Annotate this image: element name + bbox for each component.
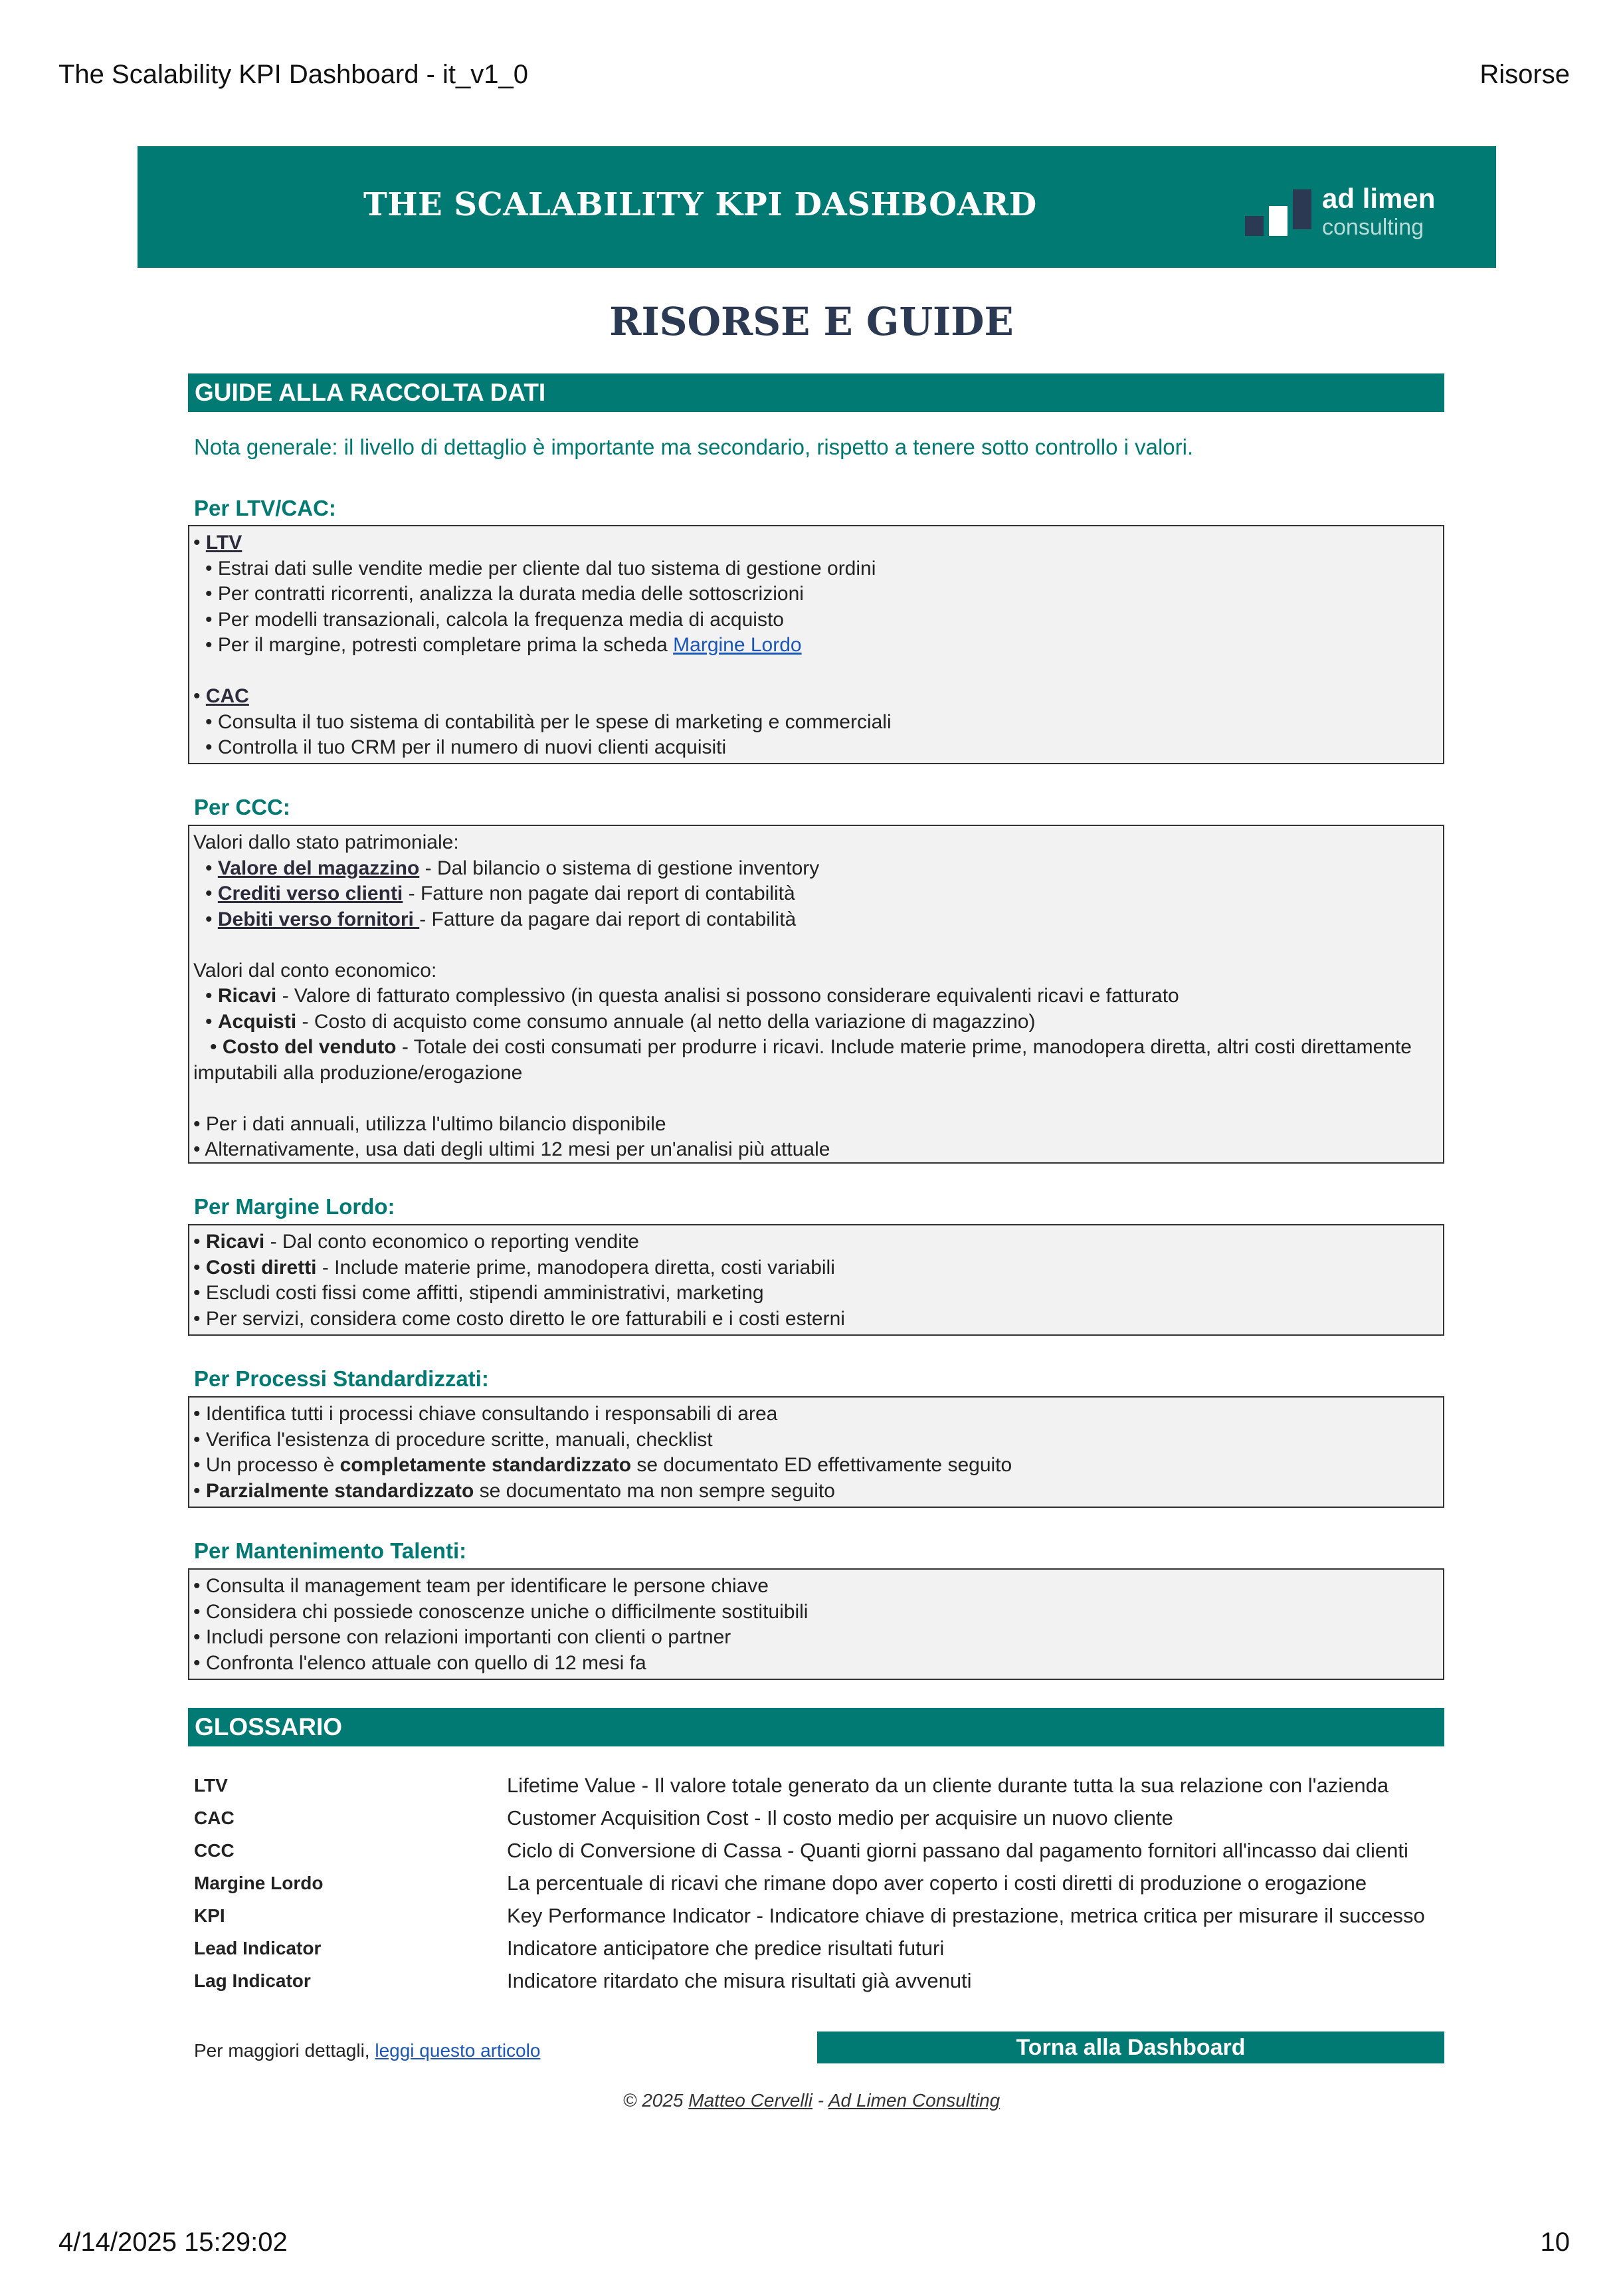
banner-title: THE SCALABILITY KPI DASHBOARD (363, 186, 1037, 223)
list-item: • Per il margine, potresti completare prima la scheda Margine Lordo (205, 634, 802, 656)
list-item: • Per i dati annuali, utilizza l'ultimo bilancio disponibile (193, 1112, 666, 1135)
guide-section-heading: GUIDE ALLA RACCOLTA DATI (188, 373, 1444, 412)
ltv-title: LTV (205, 532, 242, 554)
glossary-term: Lead Indicator (194, 1938, 322, 1958)
article-link[interactable]: leggi questo articolo (375, 2040, 541, 2061)
list-item: • Estrai dati sulle vendite medie per cliente dal tuo sistema di gestione ordini (205, 557, 876, 579)
income-intro: Valori dal conto economico: (193, 959, 437, 982)
glossary-definition: Ciclo di Conversione di Cassa - Quanti giorni passano dal pagamento fornitori all'incasso dai clienti (507, 1839, 1408, 1862)
dashboard-banner (138, 146, 1496, 268)
glossary-term: Margine Lordo (194, 1873, 324, 1893)
list-item: • Controlla il tuo CRM per il numero di nuovi clienti acquisiti (205, 736, 727, 758)
processes-box (188, 1396, 1444, 1508)
glossary-term: KPI (194, 1905, 225, 1926)
logo-name: ad limen (1322, 183, 1436, 214)
glossary-definition: La percentuale di ricavi che rimane dopo aver coperto i costi diretti di produzione o erogazione (507, 1871, 1367, 1895)
ltv-cac-box (188, 525, 1444, 764)
list-item: • Consulta il tuo sistema di contabilità per le spese di marketing e commerciali (205, 710, 892, 733)
talent-box (188, 1568, 1444, 1680)
list-item: • Valore del magazzino - Dal bilancio o sistema di gestione inventory (205, 857, 820, 879)
list-item: • Debiti verso fornitori - Fatture da pagare dai report di contabilità (205, 908, 797, 930)
print-header-title: The Scalability KPI Dashboard - it_v1_0 (58, 60, 529, 89)
list-item: • Escludi costi fissi come affitti, stipendi amministrativi, marketing (193, 1282, 764, 1304)
processes-heading: Per Processi Standardizzati: (194, 1366, 489, 1391)
list-item: • Ricavi - Valore di fatturato complessivo (in questa analisi si possono considerare equivalenti ricavi e fatturato (205, 985, 1179, 1007)
list-item: • Considera chi possiede conoscenze uniche o difficilmente sostituibili (193, 1600, 809, 1623)
margine-lordo-link[interactable]: Margine Lordo (673, 634, 802, 656)
glossary-definition: Indicatore anticipatore che predice risultati futuri (507, 1936, 945, 1960)
company-link[interactable]: Ad Limen Consulting (828, 2090, 1001, 2111)
margin-box (188, 1224, 1444, 1336)
glossary-term: Lag Indicator (194, 1970, 311, 1991)
list-item: • Acquisti - Costo di acquisto come consumo annuale (al netto della variazione di magazzino) (205, 1010, 1036, 1033)
copyright: © 2025 Matteo Cervelli - Ad Limen Consulting (622, 2090, 1001, 2111)
talent-heading: Per Mantenimento Talenti: (194, 1538, 467, 1563)
list-item: • Parzialmente standardizzato se documentato ma non sempre seguito (193, 1479, 835, 1502)
glossary-definition: Key Performance Indicator - Indicatore chiave di prestazione, metrica critica per misurare il successo (507, 1904, 1425, 1927)
author-link[interactable]: Matteo Cervelli (688, 2090, 812, 2111)
list-item: • Consulta il management team per identificare le persone chiave (193, 1575, 769, 1597)
list-item: • Verifica l'esistenza di procedure scritte, manuali, checklist (193, 1428, 713, 1451)
list-item: • Costi diretti - Include materie prime, manodopera diretta, costi variabili (193, 1256, 835, 1279)
page-number: 10 (1540, 2228, 1570, 2257)
glossary-heading: GLOSSARIO (188, 1708, 1444, 1746)
ccc-box (188, 825, 1444, 1164)
glossary-term: CCC (194, 1840, 235, 1861)
general-note: Nota generale: il livello di dettaglio è importante ma secondario, rispetto a tenere sotto controllo i valori. (194, 435, 1194, 459)
more-details: Per maggiori dettagli, leggi questo articolo (194, 2040, 541, 2061)
list-item: • Identifica tutti i processi chiave consultando i responsabili di area (193, 1403, 778, 1425)
page-title: RISORSE E GUIDE (609, 299, 1014, 344)
glossary-definition: Indicatore ritardato che misura risultati già avvenuti (507, 1969, 972, 1992)
logo-bars-icon (1244, 183, 1323, 243)
list-item: • Per modelli transazionali, calcola la frequenza media di acquisto (205, 608, 784, 631)
glossary-term: CAC (194, 1808, 235, 1828)
glossary-definition: Lifetime Value - Il valore totale generato da un cliente durante tutta la sua relazione con l'azienda (507, 1774, 1389, 1797)
list-item: • LTV (193, 532, 242, 554)
list-item: • Un processo è completamente standardizzato se documentato ED effettivamente seguito (193, 1454, 1012, 1476)
list-item: • Confronta l'elenco attuale con quello di 12 mesi fa (193, 1651, 646, 1674)
company-logo (1244, 183, 1483, 243)
list-item: • Per contratti ricorrenti, analizza la durata media delle sottoscrizioni (205, 583, 804, 605)
glossary-definition: Customer Acquisition Cost - Il costo medio per acquisire un nuovo cliente (507, 1806, 1173, 1829)
list-item: • Alternativamente, usa dati degli ultimi 12 mesi per un'analisi più attuale (193, 1138, 830, 1160)
cac-title: CAC (205, 685, 249, 707)
list-item: • Crediti verso clienti - Fatture non pagate dai report di contabilità (205, 883, 795, 904)
balance-intro: Valori dallo stato patrimoniale: (193, 831, 459, 853)
ltv-cac-heading: Per LTV/CAC: (194, 496, 336, 520)
margin-heading: Per Margine Lordo: (194, 1194, 395, 1219)
list-item: • Costo del venduto - Totale dei costi consumati per produrre i ricavi. Include materie prime, manodopera diretta, altri costi direttamente imputabili alla produzione/erogazione (193, 1036, 1412, 1084)
glossary-term: LTV (194, 1775, 228, 1796)
list-item: • Per servizi, considera come costo diretto le ore fatturabili e i costi esterni (193, 1307, 845, 1330)
ccc-heading: Per CCC: (194, 795, 290, 819)
list-item: • Includi persone con relazioni importanti con clienti o partner (193, 1626, 731, 1648)
print-timestamp: 4/14/2025 15:29:02 (58, 2228, 288, 2257)
logo-subtitle: consulting (1322, 215, 1424, 240)
back-to-dashboard-button[interactable]: Torna alla Dashboard (817, 2032, 1444, 2063)
list-item: • Ricavi - Dal conto economico o reporting vendite (193, 1231, 639, 1253)
print-header-sheet: Risorse (1480, 60, 1570, 89)
list-item: • CAC (193, 685, 249, 707)
